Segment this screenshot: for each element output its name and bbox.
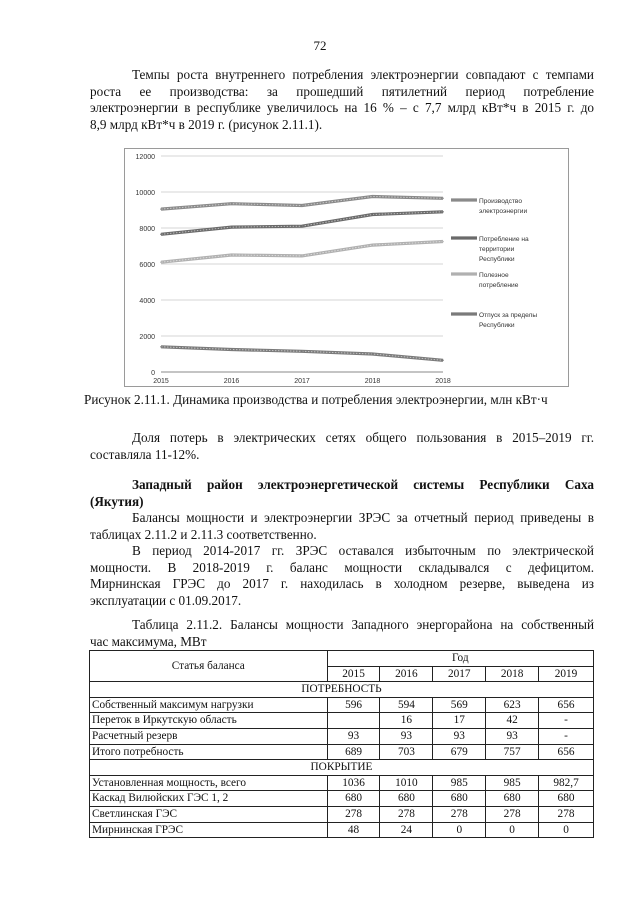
table-cell: 17 [433,713,486,729]
year-header: 2019 [539,666,594,682]
table-cell: 656 [539,744,594,760]
column-header: Статья баланса [90,651,328,682]
data-point [301,205,303,207]
text-line: роста ее производства: за прошедший пятилетний период потребление [90,83,594,99]
table-row [90,822,594,838]
table-cell: 703 [380,744,433,760]
text-line: таблицах 2.11.2 и 2.11.3 соответственно. [90,526,317,542]
legend-label: Республики [479,322,515,329]
year-header: 2016 [380,666,433,682]
text-line: Западный район электроэнергетической системы Республики Саха [132,477,594,492]
table-cell: 93 [433,728,486,744]
y-tick-label: 8000 [139,226,155,233]
data-point [231,349,233,351]
table-row [90,775,594,791]
data-point [160,234,162,236]
losses-paragraph [90,430,594,463]
section-heading [90,477,594,510]
x-tick-label: 2016 [223,378,240,385]
balance-paragraph [90,510,594,543]
table-cell: 278 [539,806,594,822]
text-line: (Якутия) [90,493,144,509]
legend-label: Полезное [479,272,509,279]
table-header-row [90,651,594,667]
data-point [301,351,303,353]
table-cell: - [539,713,594,729]
text-line: Доля потерь в электрических сетях общего пользования в 2015–2019 гг. [132,430,594,445]
data-point [442,360,444,362]
text-line: эксплуатации с 01.09.2017. [90,592,242,608]
table-cell: 680 [380,791,433,807]
y-tick-label: 4000 [139,298,155,305]
y-tick-label: 0 [151,370,155,377]
table-cell: 48 [327,822,380,838]
table-row [90,697,594,713]
data-point [372,214,374,216]
table-cell: 656 [539,697,594,713]
table-cell: 278 [380,806,433,822]
table-cell: 596 [327,697,380,713]
data-point [442,198,444,200]
data-point [442,241,444,243]
section-label: ПОКРЫТИЕ [90,760,594,776]
table-cell: 985 [486,775,539,791]
row-label: Каскад Вилюйских ГЭС 1, 2 [90,791,328,807]
data-point [231,203,233,205]
legend-label: Потребление на [479,236,529,243]
table-row [90,713,594,729]
data-point [442,211,444,213]
table-cell: 278 [327,806,380,822]
period-paragraph [90,543,594,609]
text-line: 8,9 млрд кВт*ч в 2019 г. (рисунок 2.11.1). [90,116,323,132]
text-line: В период 2014-2017 гг. ЗРЭС оставался избыточным по электрической [132,543,594,558]
table-cell: 623 [486,697,539,713]
table-cell: 1010 [380,775,433,791]
table-cell: 24 [380,822,433,838]
table-cell: 0 [433,822,486,838]
series-line [161,197,443,210]
table-cell: 679 [433,744,486,760]
table-cell: 278 [486,806,539,822]
legend-label: Отпуск за пределы [479,312,538,319]
y-tick-label: 12000 [135,154,155,161]
line-chart [124,148,569,387]
page-number: 72 [313,38,327,53]
table-cell: 594 [380,697,433,713]
table-cell: 0 [539,822,594,838]
text-line: Таблица 2.11.2. Балансы мощности Западного энергорайона на собственный [132,617,594,632]
x-tick-label: 2018 [435,378,451,385]
y-tick-label: 2000 [139,334,155,341]
table-cell: 1036 [327,775,380,791]
table-cell: 93 [327,728,380,744]
legend-label: Республики [479,256,515,263]
data-point [301,225,303,227]
text-line: Темпы роста внутреннего потребления электроэнергии совпадают с темпами [132,67,594,82]
data-point [372,196,374,198]
table-cell: 0 [486,822,539,838]
figure-caption: Рисунок 2.11.1. Динамика производства и потребления электроэнергии, млн кВт·ч [84,392,548,407]
table-cell: 278 [433,806,486,822]
intro-paragraph [90,67,594,133]
text-line: Мирнинская ГРЭС до 2017 г. находилась в холодном резерве, выведена из [90,576,594,592]
series-line-texture [161,347,443,361]
table-cell: 569 [433,697,486,713]
table-caption [90,617,594,650]
data-point [231,254,233,256]
table-cell: 689 [327,744,380,760]
data-point [160,261,162,263]
table-cell: 93 [486,728,539,744]
text-line: мощности. В 2018-2019 г. баланс мощности складывался с дефицитом. [90,559,594,575]
year-header: 2015 [327,666,380,682]
table-cell: 42 [486,713,539,729]
row-label: Итого потребность [90,744,328,760]
table-cell [327,713,380,729]
year-header: 2018 [486,666,539,682]
table-row [90,728,594,744]
text-line: час максимума, МВт [90,633,207,649]
year-header: 2017 [433,666,486,682]
table-row [90,791,594,807]
table-cell: 93 [380,728,433,744]
row-label: Переток в Иркутскую область [90,713,328,729]
table-cell: - [539,728,594,744]
section-row [90,760,594,776]
table-row [90,744,594,760]
data-point [231,226,233,228]
x-tick-label: 2015 [153,378,169,385]
table-cell: 680 [327,791,380,807]
data-point [160,208,162,210]
data-point [372,353,374,355]
balance-table [89,650,594,838]
section-label: ПОТРЕБНОСТЬ [90,682,594,698]
year-group-header: Год [327,651,593,667]
legend-label: Производство [479,198,522,205]
row-label: Расчетный резерв [90,728,328,744]
table-cell: 757 [486,744,539,760]
text-line: Балансы мощности и электроэнергии ЗРЭС за отчетный период приведены в [132,510,594,525]
y-tick-label: 10000 [135,190,155,197]
table-cell: 982,7 [539,775,594,791]
text-line: электроэнергии в республике увеличилось на 16 % – с 7,7 млрд кВт*ч в 2015 г. до [90,100,594,116]
chart-canvas [125,149,568,386]
legend-label: электроэнергии [479,208,528,215]
legend-label: потребление [479,282,519,289]
row-label: Мирнинская ГРЭС [90,822,328,838]
series-line [161,242,443,263]
text-line: составляла 11-12%. [90,446,200,462]
table-cell: 16 [380,713,433,729]
x-tick-label: 2018 [364,378,381,385]
table-cell: 680 [539,791,594,807]
row-label: Установленная мощность, всего [90,775,328,791]
series-line [161,212,443,235]
section-row [90,682,594,698]
row-label: Светлинская ГЭС [90,806,328,822]
data-point [372,244,374,246]
data-point [301,255,303,257]
table-cell: 680 [433,791,486,807]
table-row [90,806,594,822]
row-label: Собственный максимум нагрузки [90,697,328,713]
data-point [160,346,162,348]
y-tick-label: 6000 [139,262,155,269]
legend-label: территории [479,246,515,253]
x-tick-label: 2017 [294,378,310,385]
table-cell: 680 [486,791,539,807]
table-cell: 985 [433,775,486,791]
